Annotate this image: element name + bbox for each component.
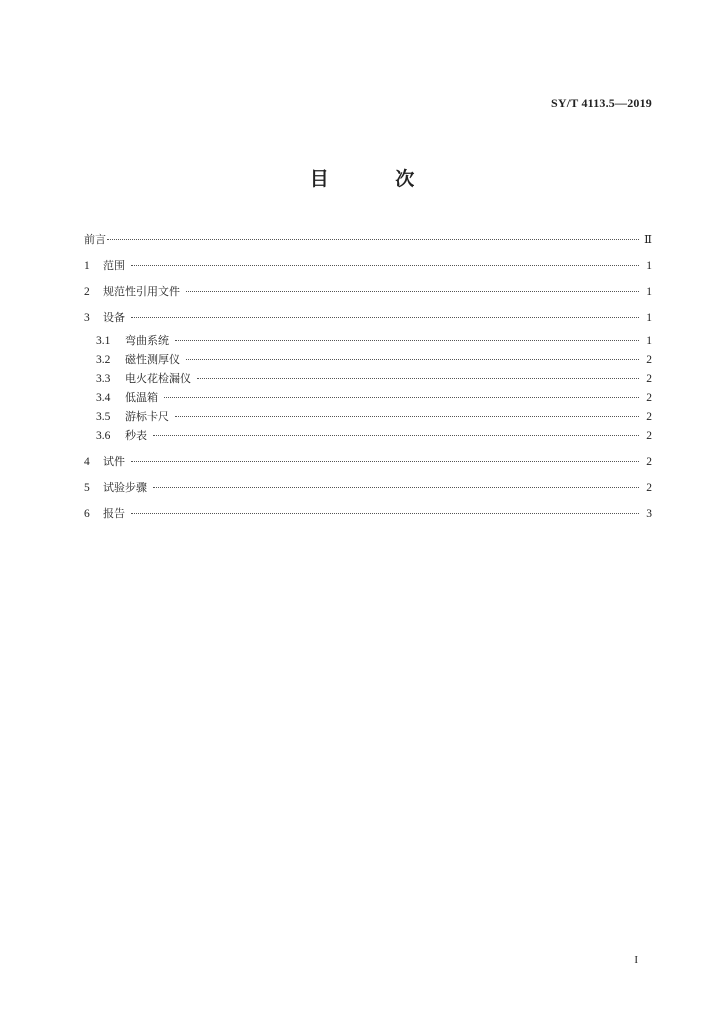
toc-subentry-label: 游标卡尺 bbox=[125, 410, 169, 423]
toc-subentry-spark-leak-detector[interactable] bbox=[84, 372, 652, 386]
toc-entry-number: 5 bbox=[84, 482, 90, 494]
toc-subentry-number: 3.1 bbox=[96, 335, 111, 347]
toc-subentry-number: 3.4 bbox=[96, 392, 111, 404]
toc-subentry-bending-system[interactable] bbox=[84, 334, 652, 348]
toc-entry-number: 2 bbox=[84, 286, 90, 298]
dot-leader bbox=[197, 378, 639, 379]
toc-entry-number: 6 bbox=[84, 508, 90, 520]
toc-entry-page: 3 bbox=[646, 508, 652, 520]
toc-entry-page: 2 bbox=[646, 482, 652, 494]
toc-entry-test-procedure[interactable] bbox=[84, 481, 652, 495]
toc-subentry-magnetic-thickness-gauge[interactable] bbox=[84, 353, 652, 367]
dot-leader bbox=[175, 416, 639, 417]
toc-subentry-page: 2 bbox=[646, 354, 652, 366]
toc-subentry-vernier-caliper[interactable] bbox=[84, 410, 652, 424]
toc-subentry-stopwatch[interactable] bbox=[84, 429, 652, 443]
dot-leader bbox=[107, 239, 639, 240]
toc-entry-label: 试件 bbox=[103, 455, 125, 468]
toc-subentry-number: 3.3 bbox=[96, 373, 111, 385]
toc-subentry-label: 秒表 bbox=[125, 429, 147, 442]
toc-entry-label: 规范性引用文件 bbox=[103, 285, 180, 298]
toc-entry-normative-references[interactable] bbox=[84, 285, 652, 299]
toc-subentry-page: 2 bbox=[646, 430, 652, 442]
dot-leader bbox=[186, 359, 639, 360]
toc-subentry-number: 3.6 bbox=[96, 430, 111, 442]
toc-entry-number: 3 bbox=[84, 312, 90, 324]
dot-leader bbox=[131, 317, 639, 318]
toc-subentry-label: 磁性测厚仪 bbox=[125, 353, 180, 366]
toc-subentry-page: 2 bbox=[646, 411, 652, 423]
toc-subentry-number: 3.2 bbox=[96, 354, 111, 366]
dot-leader bbox=[131, 265, 639, 266]
toc-subentry-label: 电火花检漏仪 bbox=[125, 372, 191, 385]
dot-leader bbox=[186, 291, 639, 292]
dot-leader bbox=[131, 513, 639, 514]
toc-entry-equipment[interactable] bbox=[84, 311, 652, 325]
toc-entry-number: 1 bbox=[84, 260, 90, 272]
toc-subentry-page: 2 bbox=[646, 373, 652, 385]
dot-leader bbox=[164, 397, 639, 398]
toc-entry-label: 报告 bbox=[103, 507, 125, 520]
page-title: 目 次 bbox=[309, 168, 445, 190]
toc-subentry-page: 2 bbox=[646, 392, 652, 404]
dot-leader bbox=[153, 487, 639, 488]
toc-entry-label: 前言 bbox=[84, 233, 106, 246]
toc-entry-scope[interactable] bbox=[84, 259, 652, 273]
toc-entry-label: 设备 bbox=[103, 311, 125, 324]
toc-entry-number: 4 bbox=[84, 456, 90, 468]
page-number: I bbox=[634, 954, 638, 966]
table-of-contents bbox=[84, 233, 652, 521]
toc-subentry-label: 弯曲系统 bbox=[125, 334, 169, 347]
dot-leader bbox=[153, 435, 639, 436]
toc-entry-report[interactable] bbox=[84, 507, 652, 521]
toc-entry-page: 1 bbox=[646, 312, 652, 324]
toc-entry-page: Ⅱ bbox=[644, 234, 652, 246]
toc-entry-page: 1 bbox=[646, 286, 652, 298]
toc-entry-foreword[interactable] bbox=[84, 233, 652, 247]
dot-leader bbox=[175, 340, 639, 341]
toc-entry-specimen[interactable] bbox=[84, 455, 652, 469]
toc-entry-label: 范围 bbox=[103, 259, 125, 272]
toc-subentry-low-temperature-chamber[interactable] bbox=[84, 391, 652, 405]
toc-entry-page: 1 bbox=[646, 260, 652, 272]
toc-subentry-number: 3.5 bbox=[96, 411, 111, 423]
standard-code: SY/T 4113.5—2019 bbox=[551, 96, 652, 110]
toc-subentry-label: 低温箱 bbox=[125, 391, 158, 404]
toc-entry-page: 2 bbox=[646, 456, 652, 468]
toc-entry-label: 试验步骤 bbox=[103, 481, 147, 494]
dot-leader bbox=[131, 461, 639, 462]
toc-subentry-page: 1 bbox=[646, 335, 652, 347]
